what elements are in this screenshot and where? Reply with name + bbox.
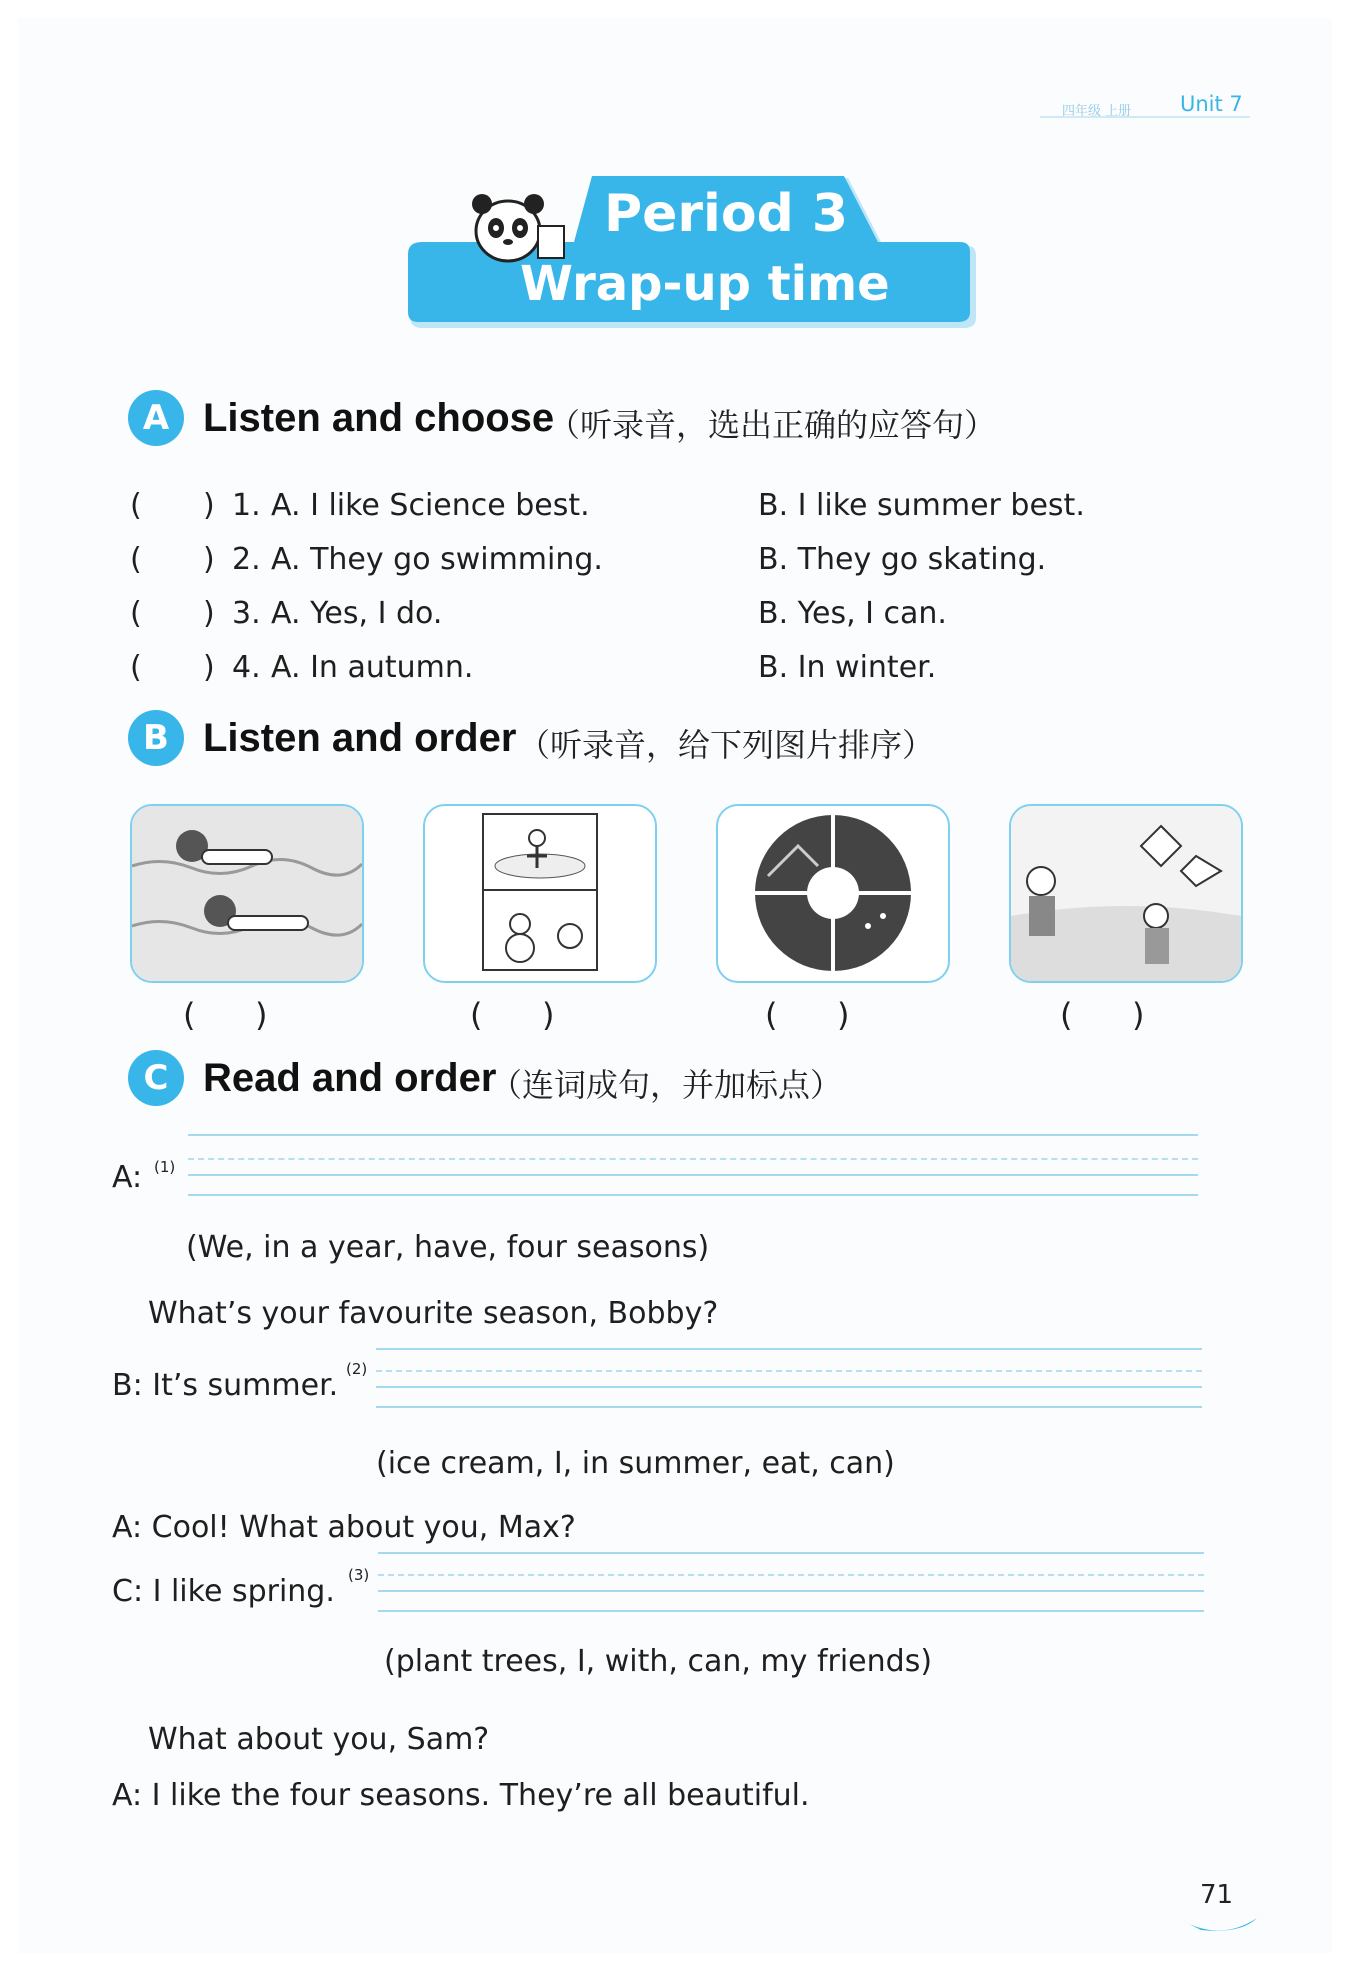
section-a-instruction: （听录音，选出正确的应答句） (548, 406, 997, 444)
workbook-page (18, 18, 1332, 1953)
picture-winter (423, 804, 657, 983)
blank-number-3: (3) (348, 1566, 370, 1584)
answer-paren-open[interactable]: ( (130, 542, 142, 577)
paren-open: ( (765, 996, 778, 1034)
word-hint-3: (plant trees, I, with, can, my friends) (384, 1644, 933, 1679)
question-row (130, 488, 1110, 528)
section-b-badge: B (128, 710, 184, 766)
period-subtitle: Wrap-up time (520, 256, 890, 312)
answer-paren-close: ) (203, 542, 215, 577)
question-number: 1. (232, 488, 261, 523)
dialogue-question-2: What about you, Sam? (148, 1722, 490, 1757)
writing-lines-2[interactable] (376, 1348, 1202, 1408)
period-banner (408, 176, 978, 331)
option-a: A. They go swimming. (271, 542, 603, 577)
paren-close: ) (255, 996, 268, 1034)
question-row (130, 650, 1110, 690)
blank-number-1: (1) (154, 1158, 176, 1176)
answer-paren-open[interactable]: ( (130, 596, 142, 631)
question-number: 2. (232, 542, 261, 577)
paren-open: ( (470, 996, 483, 1034)
answer-paren-open[interactable]: ( (130, 488, 142, 523)
writing-lines-1[interactable] (188, 1134, 1198, 1196)
option-b: B. They go skating. (758, 542, 1047, 577)
option-a: A. I like Science best. (271, 488, 590, 523)
page-swoosh (1181, 1914, 1261, 1938)
dialogue-closing: A: I like the four seasons. They’re all beautiful. (112, 1778, 810, 1813)
blank-number-2: (2) (346, 1360, 368, 1378)
answer-paren-close: ) (203, 650, 215, 685)
section-b-header (128, 710, 1028, 772)
dialogue-line-b: B: It’s summer. (112, 1368, 339, 1403)
option-b: B. In winter. (758, 650, 937, 685)
unit-label: Unit 7 (1180, 92, 1243, 116)
period-title: Period 3 (604, 184, 849, 244)
dialogue-line-c: C: I like spring. (112, 1574, 335, 1609)
grade-label: 四年级 上册 (1062, 104, 1132, 119)
dialogue-line-a: A: Cool! What about you, Max? (112, 1510, 576, 1545)
section-a-badge: A (128, 390, 184, 446)
picture-kites (1009, 804, 1243, 983)
section-c-instruction: （连词成句，并加标点） (490, 1066, 843, 1104)
question-row (130, 542, 1110, 582)
picture-four-seasons (716, 804, 950, 983)
answer-paren-open[interactable]: ( (130, 650, 142, 685)
page-number: 71 (1200, 1880, 1234, 1910)
paren-close: ) (1132, 996, 1145, 1034)
question-row (130, 596, 1110, 636)
paren-close: ) (542, 996, 555, 1034)
option-a: A. In autumn. (271, 650, 474, 685)
picture-swimming (130, 804, 364, 983)
writing-lines-3[interactable] (378, 1552, 1204, 1612)
panda-icon (472, 194, 564, 261)
paren-open: ( (183, 996, 196, 1034)
paren-close: ) (837, 996, 850, 1034)
word-hint-1: (We, in a year, have, four seasons) (186, 1230, 710, 1265)
dialogue-question-1: What’s your favourite season, Bobby? (148, 1296, 719, 1331)
answer-paren-close: ) (203, 488, 215, 523)
section-b-instruction: （听录音，给下列图片排序） (518, 726, 935, 764)
speaker-label: A: (112, 1160, 143, 1195)
section-a-title: Listen and choose (203, 396, 555, 440)
unit-header (1040, 92, 1250, 122)
section-a-header (128, 390, 1028, 452)
section-b-title: Listen and order (203, 716, 517, 760)
paren-open: ( (1060, 996, 1073, 1034)
section-c-header (128, 1050, 1028, 1112)
option-a: A. Yes, I do. (271, 596, 443, 631)
section-c-badge: C (128, 1050, 184, 1106)
answer-paren-close: ) (203, 596, 215, 631)
section-c-title: Read and order (203, 1056, 497, 1100)
option-b: B. Yes, I can. (758, 596, 947, 631)
option-b: B. I like summer best. (758, 488, 1085, 523)
word-hint-2: (ice cream, I, in summer, eat, can) (376, 1446, 895, 1481)
question-number: 3. (232, 596, 261, 631)
question-number: 4. (232, 650, 261, 685)
